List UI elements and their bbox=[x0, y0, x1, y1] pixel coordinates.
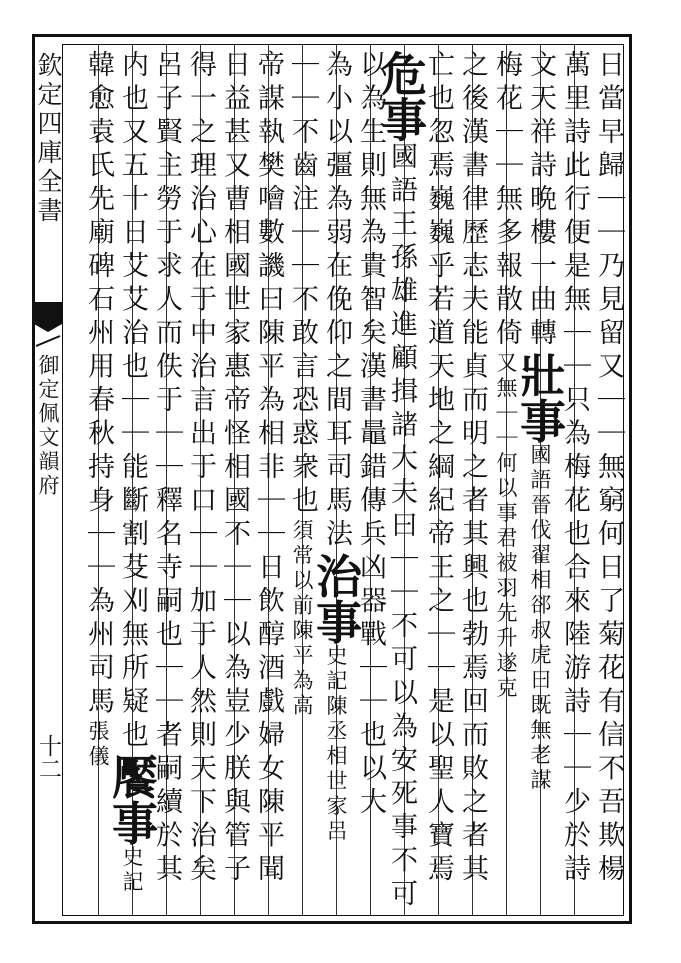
page-number: 十二 bbox=[35, 734, 61, 780]
text-column-5: 之後漢書律歷志夫能貞而明之者其興也勃焉回而敗之者其 bbox=[457, 50, 488, 888]
fish-tail-icon bbox=[34, 302, 62, 348]
book-subtitle: 御定佩文韻府 bbox=[36, 354, 60, 498]
text-column-16 bbox=[75, 50, 121, 910]
text-column-2: 萬里詩此行便是無｜｜只為梅花也合來陸游詩｜｜少於詩 bbox=[559, 50, 590, 888]
zhuang-text: 國語晉伐翟相郤叔虎曰既無老謀 bbox=[528, 443, 552, 794]
column-10-text: ｜｜不齒注｜｜不敢言恐惑衆也 bbox=[287, 50, 318, 519]
headword-yan: 饜事 bbox=[105, 753, 159, 846]
zhuang-subtext: 又無｜｜何以事君被羽先升遂克 bbox=[494, 351, 518, 702]
zhi-text: 史記陳丞相世家呂 bbox=[324, 644, 348, 845]
page-margin bbox=[34, 44, 62, 916]
headword-wei: 危事 bbox=[374, 50, 428, 142]
text-column-6: 亡也忽焉巍巍乎若道天地之綱紀帝王之｜｜是以聖人寶焉 bbox=[423, 50, 454, 888]
column-15-text: 内也又五十日艾艾治也｜｜能斷割芟刈無所疑也 bbox=[117, 50, 148, 754]
column-3-text: 文天祥詩晩樓一曲轉 bbox=[525, 50, 556, 352]
column-7-text: 國語王孫雄進顧揖諸大夫曰｜｜不可以為安死事不可 bbox=[386, 142, 417, 913]
text-column-8: 以為生則無為貴智矣漢書鼂錯傳兵凶器戰｜｜也以大 bbox=[355, 50, 386, 821]
headword-zhi: 治事 bbox=[309, 552, 363, 645]
zhi-subtext: 須常以前陳平為高 bbox=[290, 519, 314, 719]
column-16-text: 韓愈袁氏先廟碑石州用春秋持身｜｜為州司馬 bbox=[83, 50, 114, 720]
text-column-13: 得一之理治心在于中治言出于口｜｜加于人然則天下治矣 bbox=[185, 50, 216, 888]
text-column-1: 日當早歸｜｜乃見留又｜｜無窮何日了菊花有信不吾欺楊 bbox=[593, 50, 624, 888]
yan-subtext: 張儀 bbox=[86, 720, 110, 770]
text-column-12: 日益甚又曹相國世家惠帝怪相國不｜｜以為豈少朕與管子 bbox=[219, 50, 250, 888]
column-4-text: 梅花｜｜無多報散倚 bbox=[491, 50, 522, 352]
column-9-text: 為小以彊為弱在俛仰之間耳司馬法 bbox=[321, 50, 352, 553]
headword-zhuang: 壯事 bbox=[513, 351, 567, 444]
text-column-14: 呂子賢主勞于求人而佚于｜｜釋名寺嗣也｜｜者嗣續於其 bbox=[151, 50, 182, 888]
book-title: 欽定四庫全書 bbox=[34, 52, 63, 226]
yan-text: 史記 bbox=[120, 845, 144, 896]
text-column-11: 帝謀執樊噲數譏曰陳平為相非｜｜日飲醇酒戲婦女陳平聞 bbox=[253, 50, 284, 888]
